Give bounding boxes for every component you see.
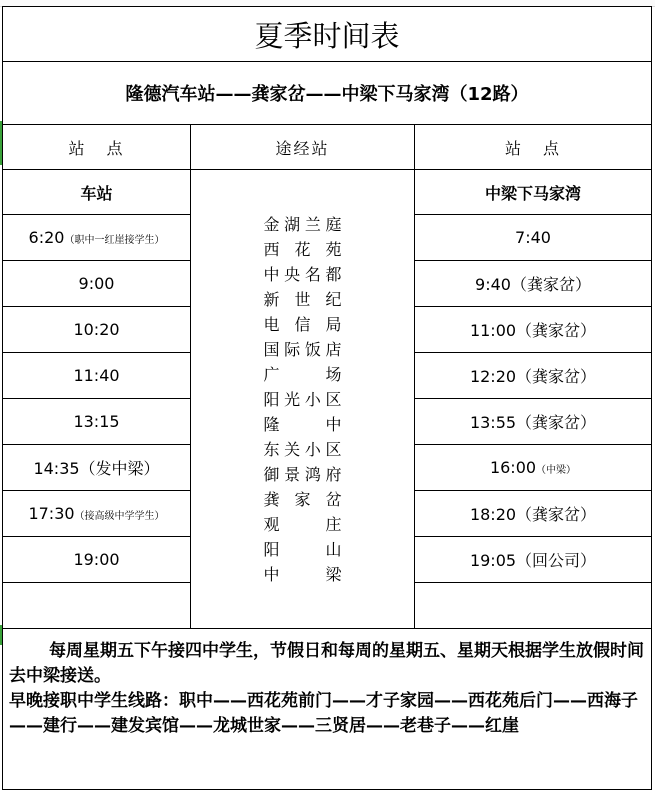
header-via-stops: 途经站 — [191, 125, 415, 170]
departure-right: 16:00（中梁） — [415, 445, 652, 491]
departure-right: 11:00（龚家岔） — [415, 307, 652, 353]
departure-right: 19:05（回公司） — [415, 537, 652, 583]
via-stop: 中梁 — [263, 565, 342, 584]
empty-cell — [3, 583, 191, 629]
departure-left: 9:00 — [3, 261, 191, 307]
via-stop: 新世纪 — [263, 290, 342, 309]
via-stop: 中央名都 — [263, 265, 342, 284]
header-right-station: 站 点 — [415, 125, 652, 170]
departure-right: 13:55（龚家岔） — [415, 399, 652, 445]
note-route: 早晚接职中学生线路：职中——西花苑前门——才子家园——西花苑后门——西海子——建行——建发宾馆——龙城世家——三贤居——老巷子——红崖 — [9, 691, 638, 736]
page-title: 夏季时间表 — [3, 7, 652, 62]
departure-left: 13:15 — [3, 399, 191, 445]
via-stop: 龚家岔 — [263, 490, 342, 509]
departure-left: 14:35（发中梁） — [3, 445, 191, 491]
departure-left: 10:20 — [3, 307, 191, 353]
via-stop: 隆中 — [263, 415, 342, 434]
departure-left: 11:40 — [3, 353, 191, 399]
via-stop: 广场 — [263, 365, 342, 384]
service-note — [3, 629, 652, 790]
via-stop: 阳光小区 — [263, 390, 342, 409]
departure-left: 6:20（职中一红崖接学生） — [3, 215, 191, 261]
via-stops-list — [264, 212, 342, 587]
departure-right: 9:40（龚家岔） — [415, 261, 652, 307]
timetable-sheet — [2, 6, 651, 781]
via-stops-cell — [191, 170, 415, 629]
timetable — [2, 6, 652, 790]
via-stop: 电信局 — [263, 315, 342, 334]
via-stop: 西花苑 — [263, 240, 342, 259]
via-stop: 东关小区 — [263, 440, 342, 459]
via-stop: 观庄 — [263, 515, 342, 534]
note-weekly: 每周星期五下午接四中学生，节假日和每周的星期五、星期天根据学生放假时间去中梁接送。 — [9, 641, 644, 686]
departure-right: 18:20（龚家岔） — [415, 491, 652, 537]
left-station-name: 车站 — [3, 170, 191, 215]
via-stop: 御景鸿府 — [263, 465, 342, 484]
via-stop: 阳山 — [263, 540, 342, 559]
via-stop: 金湖兰庭 — [263, 215, 342, 234]
via-stop: 国际饭店 — [263, 340, 342, 359]
departure-right: 12:20（龚家岔） — [415, 353, 652, 399]
right-station-name: 中梁下马家湾 — [415, 170, 652, 215]
empty-cell — [415, 583, 652, 629]
route-name: 隆德汽车站——龚家岔——中梁下马家湾（12路） — [3, 62, 652, 125]
departure-right: 7:40 — [415, 215, 652, 261]
header-left-station: 站 点 — [3, 125, 191, 170]
departure-left: 17:30（接高级中学学生） — [3, 491, 191, 537]
departure-left: 19:00 — [3, 537, 191, 583]
